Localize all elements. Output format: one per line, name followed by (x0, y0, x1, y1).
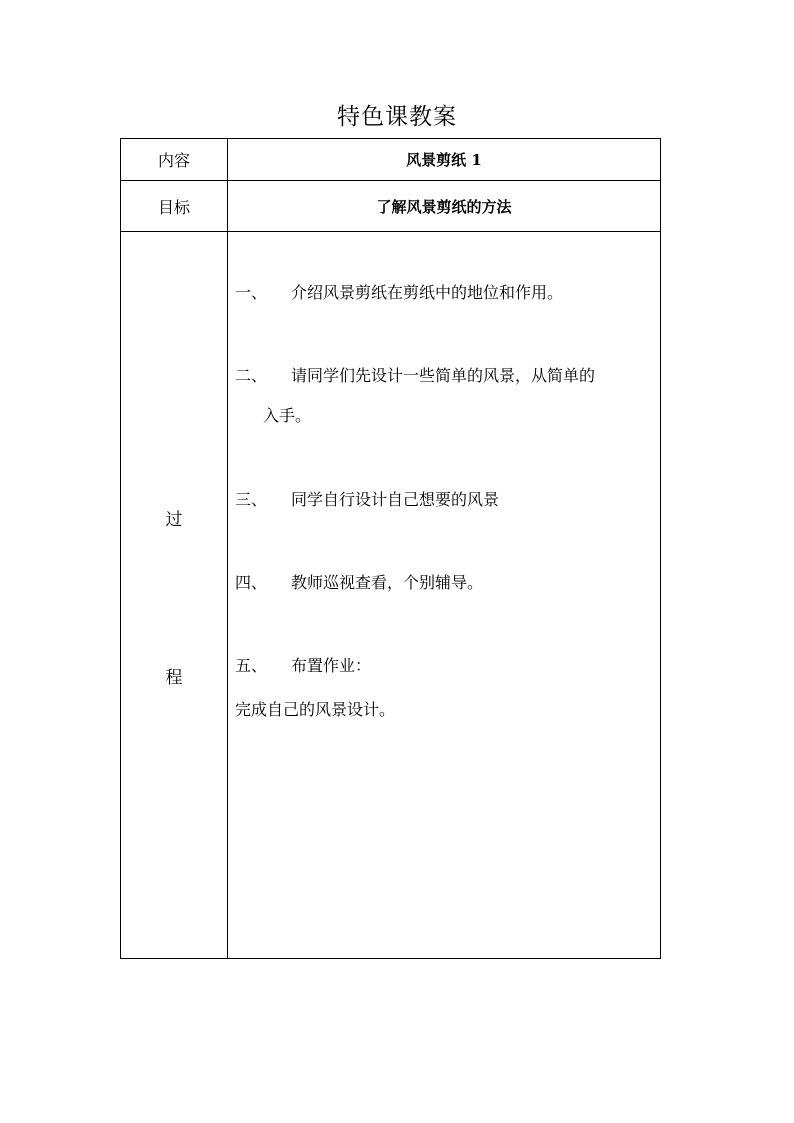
goal-label: 目标 (121, 181, 228, 232)
step-5-continuation: 完成自己的风景设计。 (235, 700, 396, 719)
step-2 (235, 363, 595, 386)
step-1-text: 介绍风景剪纸在剪纸中的地位和作用。 (291, 283, 564, 302)
lesson-plan-table (120, 138, 661, 959)
step-2-continuation: 入手。 (263, 406, 312, 425)
step-4-number: 四、 (235, 573, 268, 592)
content-value: 风景剪纸 1 (228, 139, 661, 181)
content-row (121, 139, 661, 181)
process-row (121, 232, 661, 959)
step-4-text: 教师巡视查看，个别辅导。 (291, 573, 484, 592)
step-2-number: 二、 (235, 366, 268, 385)
process-steps (228, 232, 660, 956)
step-1 (235, 280, 563, 303)
process-label (121, 233, 227, 957)
step-5-text: 布置作业： (291, 656, 372, 675)
process-label-cell (121, 232, 228, 959)
step-3 (235, 487, 499, 510)
goal-value: 了解风景剪纸的方法 (228, 181, 661, 232)
step-3-text: 同学自行设计自己想要的风景 (291, 490, 500, 509)
step-5-number: 五、 (235, 656, 268, 675)
process-label-char-2: 程 (165, 668, 183, 688)
step-3-number: 三、 (235, 490, 268, 509)
step-1-number: 一、 (235, 283, 268, 302)
step-4 (235, 570, 483, 593)
process-steps-cell (228, 232, 661, 959)
page-title: 特色课教案 (337, 104, 457, 130)
content-label: 内容 (121, 139, 228, 181)
step-2-text: 请同学们先设计一些简单的风景，从简单的 (291, 366, 596, 385)
step-5 (235, 653, 371, 676)
goal-row (121, 181, 661, 232)
process-label-char-1: 过 (165, 510, 183, 530)
